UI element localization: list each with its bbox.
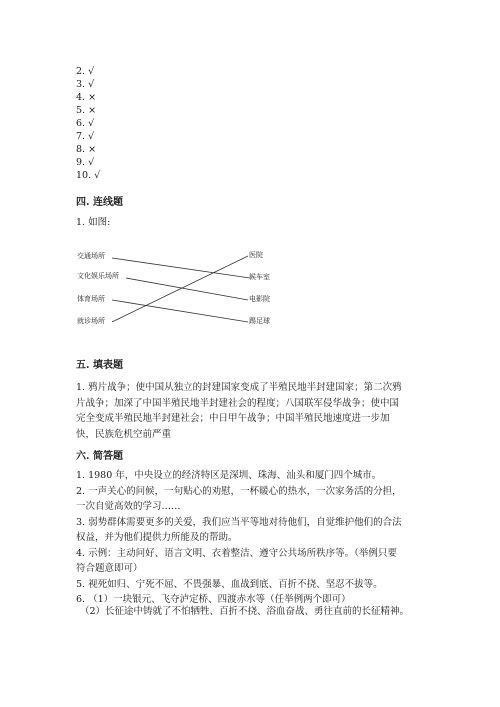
right-label-cinema: 电影院 (249, 295, 270, 303)
answer-item-6: 6. √ (76, 118, 95, 129)
answer-item-9: 9. √ (76, 157, 95, 168)
text-line: 3. 弱势群体需要更多的关爱，我们应当平等地对待他们，自觉维护他们的合法 (76, 516, 402, 528)
text-line: 符合题意即可） (76, 563, 143, 574)
text-line: 完全变成半殖民地半封建社会；中日甲午战争；中国半殖民地速度进一步加 (76, 413, 390, 424)
short-answer-last-line: （2）长征途中铸就了不怕牺牲、百折不挠、浴血奋战、勇往直前的长征精神。 (80, 606, 410, 617)
left-label-traffic: 交通场所 (77, 252, 105, 260)
text-line: 片战争；加深了中国半殖民地半封建社会的程度；八国联军侵华战争；使中国 (76, 397, 400, 409)
right-label-football: 踢足球 (249, 317, 270, 325)
answer-item-3: 3. √ (76, 79, 95, 90)
text-line: 2. 一声关心的问候，一句贴心的劝慰，一杯暖心的热水，一次家务活的分担， (76, 485, 402, 497)
answer-item-5: 5. × (76, 105, 97, 116)
match-line-sports-football (112, 300, 248, 322)
answer-item-4: 4. × (76, 92, 97, 103)
matching-question-label: 1. 如图: (76, 217, 111, 228)
left-label-clinic: 就诊场所 (77, 317, 105, 325)
text-line: 1. 鸦片战争；使中国从独立的封建国家变成了半殖民地半封建国家；第二次鸦 (76, 382, 402, 393)
answer-item-2: 2. √ (76, 66, 95, 77)
left-label-culture: 文化娱乐场所 (77, 272, 119, 280)
right-label-hospital: 医院 (249, 251, 263, 259)
text-line: 4. 示例：主动问好、语言文明、衣着整洁、遵守公共场所秩序等。（举例只要 (76, 547, 397, 559)
text-line: 一次自觉高效的学习…… (76, 501, 181, 512)
text-line: 快，民族危机空前严重 (76, 428, 172, 440)
text-line: 权益，并为他们提供力所能及的帮助。 (76, 532, 238, 543)
text-line: 5. 视死如归、宁死不屈、不畏强暴、血战到底、百折不挠、坚忍不拔等。 (76, 578, 383, 590)
answer-item-7: 7. √ (76, 131, 95, 142)
section-title-table: 五. 填表题 (76, 360, 123, 371)
text-line: 1. 1980 年，中央设立的经济特区是深圳、珠海、汕头和厦门四个城市。 (76, 470, 382, 481)
section-title-short-answer: 六. 简答题 (76, 451, 123, 462)
text-line: 6. （1）一块银元、飞夺泸定桥、四渡赤水等（任举例两个即可） (76, 594, 351, 605)
right-label-waiting-room: 候车室 (249, 273, 270, 281)
short-answer-paragraph (76, 468, 421, 608)
section-title-matching: 四. 连线题 (76, 197, 123, 208)
answer-item-10: 10. √ (76, 170, 101, 181)
left-label-sports: 体育场所 (77, 295, 105, 303)
match-line-traffic-waiting-room (112, 258, 250, 278)
table-answer-paragraph (76, 380, 421, 442)
answer-item-8: 8. × (76, 144, 97, 155)
match-line-culture-cinema (126, 278, 248, 300)
match-line-clinic-hospital (112, 256, 248, 322)
